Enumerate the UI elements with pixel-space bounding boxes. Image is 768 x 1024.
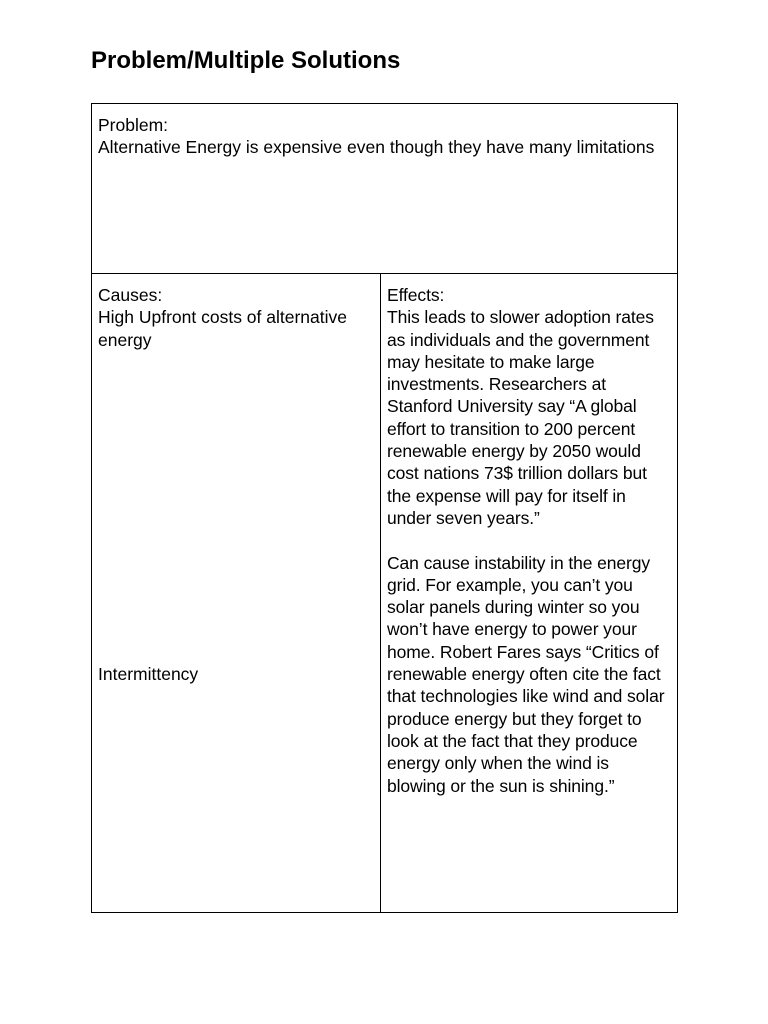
effects-label: Effects: (387, 285, 445, 305)
cause-item-upfront-costs: High Upfront costs of alternative energy (98, 307, 348, 350)
cause-item-intermittency: Intermittency (98, 663, 199, 684)
effect-gap (387, 529, 671, 551)
page-title: Problem/Multiple Solutions (91, 47, 401, 74)
problem-solutions-table (91, 103, 678, 913)
causes-label: Causes: (98, 285, 163, 305)
problem-cell (92, 104, 677, 274)
problem-label: Problem: (98, 115, 169, 135)
cause-spacer (98, 351, 374, 663)
causes-cell (92, 274, 381, 912)
problem-text: Alternative Energy is expensive even though they have many limitations (98, 137, 655, 158)
effects-cell (381, 274, 677, 912)
effect-item-instability: Can cause instability in the energy grid. For example, you can’t you solar panels during winter so you won’t have energy to power your home. Robert Fares says “Critics of renewable energy often cite the fact that technologies like wind and solar produce energy but they forget to look at the fact that they produce energy only when the wind is blowing or the sun is shining.” (387, 552, 665, 796)
effect-item-adoption: This leads to slower adoption rates as individuals and the government may hesitate to make large investments. Researchers at Stanford University say “A global effort to transition to 200 percent renewable energy by 2050 would cost nations 73$ trillion dollars but the expense will pay for itself in under seven years.” (387, 307, 654, 528)
